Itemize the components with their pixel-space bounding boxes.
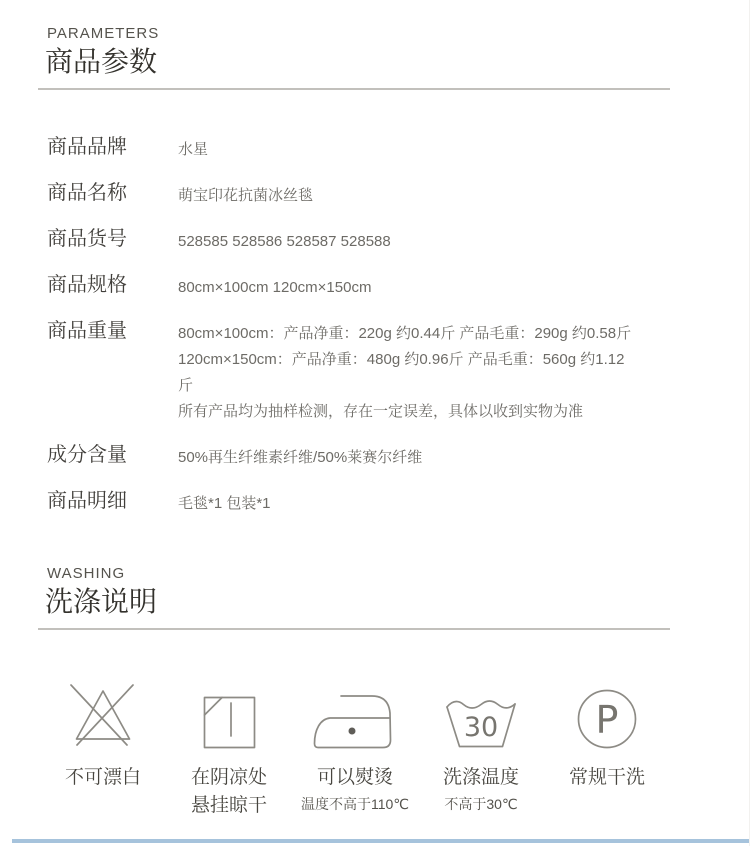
care-symbols-row (38, 630, 711, 820)
param-value-line: 毛毯*1 包装*1 (178, 495, 271, 512)
care-caption: 洗涤温度 (442, 767, 519, 788)
care-caption: 常规干洗 (568, 767, 645, 788)
param-value (178, 272, 633, 301)
param-label: 商品品牌 (47, 136, 127, 158)
no-bleach-icon (40, 678, 166, 750)
param-row-brand (47, 134, 711, 163)
param-label: 商品名称 (47, 182, 127, 204)
washing-title: 洗涤说明 (45, 586, 158, 617)
param-value-line: 萌宝印花抗菌冰丝毯 (178, 187, 314, 204)
param-value (178, 442, 633, 471)
bottom-accent-bar (12, 839, 749, 843)
wash-temperature-number: 30 (463, 712, 499, 743)
param-value-line: 120cm×150cm：产品净重：480g 约0.96斤 产品毛重：560g 约1.12斤 (178, 351, 625, 394)
hang-dry-in-shade-icon (166, 678, 292, 750)
param-label: 商品重量 (47, 320, 127, 342)
parameters-eyebrow: PARAMETERS (47, 25, 160, 42)
care-item-no-bleach (40, 678, 166, 820)
care-caption: 在阴凉处 (190, 767, 267, 788)
param-label: 成分含量 (47, 444, 127, 466)
param-label: 商品规格 (47, 274, 127, 296)
param-value (178, 318, 633, 425)
care-caption: 悬挂晾干 (190, 795, 267, 816)
param-value-line: 水星 (178, 141, 209, 158)
care-item-ironing (292, 678, 418, 820)
dry-clean-letter: P (595, 698, 619, 742)
care-sub-caption: 温度不高于110℃ (300, 796, 410, 812)
param-value (178, 180, 633, 209)
parameters-title: 商品参数 (45, 46, 158, 77)
wash-temperature-icon (418, 678, 544, 750)
param-row-weight (47, 318, 711, 425)
param-label: 商品货号 (47, 228, 127, 250)
param-value-line: 所有产品均为抽样检测，存在一定误差，具体以收到实物为准 (178, 403, 584, 420)
washing-eyebrow: WASHING (47, 565, 126, 582)
ironing-allowed-icon (292, 678, 418, 750)
care-sub-caption: 不高于30℃ (444, 796, 518, 812)
care-caption: 不可漂白 (64, 767, 141, 788)
param-value-line: 80cm×100cm 120cm×150cm (178, 279, 372, 296)
param-value (178, 226, 633, 255)
param-row-size (47, 272, 711, 301)
param-row-composition (47, 442, 711, 471)
param-value-line: 50%再生纤维素纤维/50%莱赛尔纤维 (178, 449, 423, 466)
param-value-line: 528585 528586 528587 528588 (178, 233, 391, 250)
parameters-table (47, 134, 711, 517)
care-item-wash-temperature (418, 678, 544, 820)
param-value-line: 80cm×100cm：产品净重：220g 约0.44斤 产品毛重：290g 约0.58斤 (178, 325, 632, 342)
care-item-hang-dry-shade (166, 678, 292, 820)
param-row-contents (47, 488, 711, 517)
washing-section (0, 565, 749, 820)
param-value (178, 488, 633, 517)
param-label: 商品明细 (47, 490, 127, 512)
care-caption: 可以熨烫 (316, 767, 393, 788)
param-row-item-number (47, 226, 711, 255)
param-row-name (47, 180, 711, 209)
care-item-dry-clean (544, 678, 670, 820)
dry-clean-icon (544, 678, 670, 750)
parameters-divider (38, 88, 670, 90)
param-value (178, 134, 633, 163)
